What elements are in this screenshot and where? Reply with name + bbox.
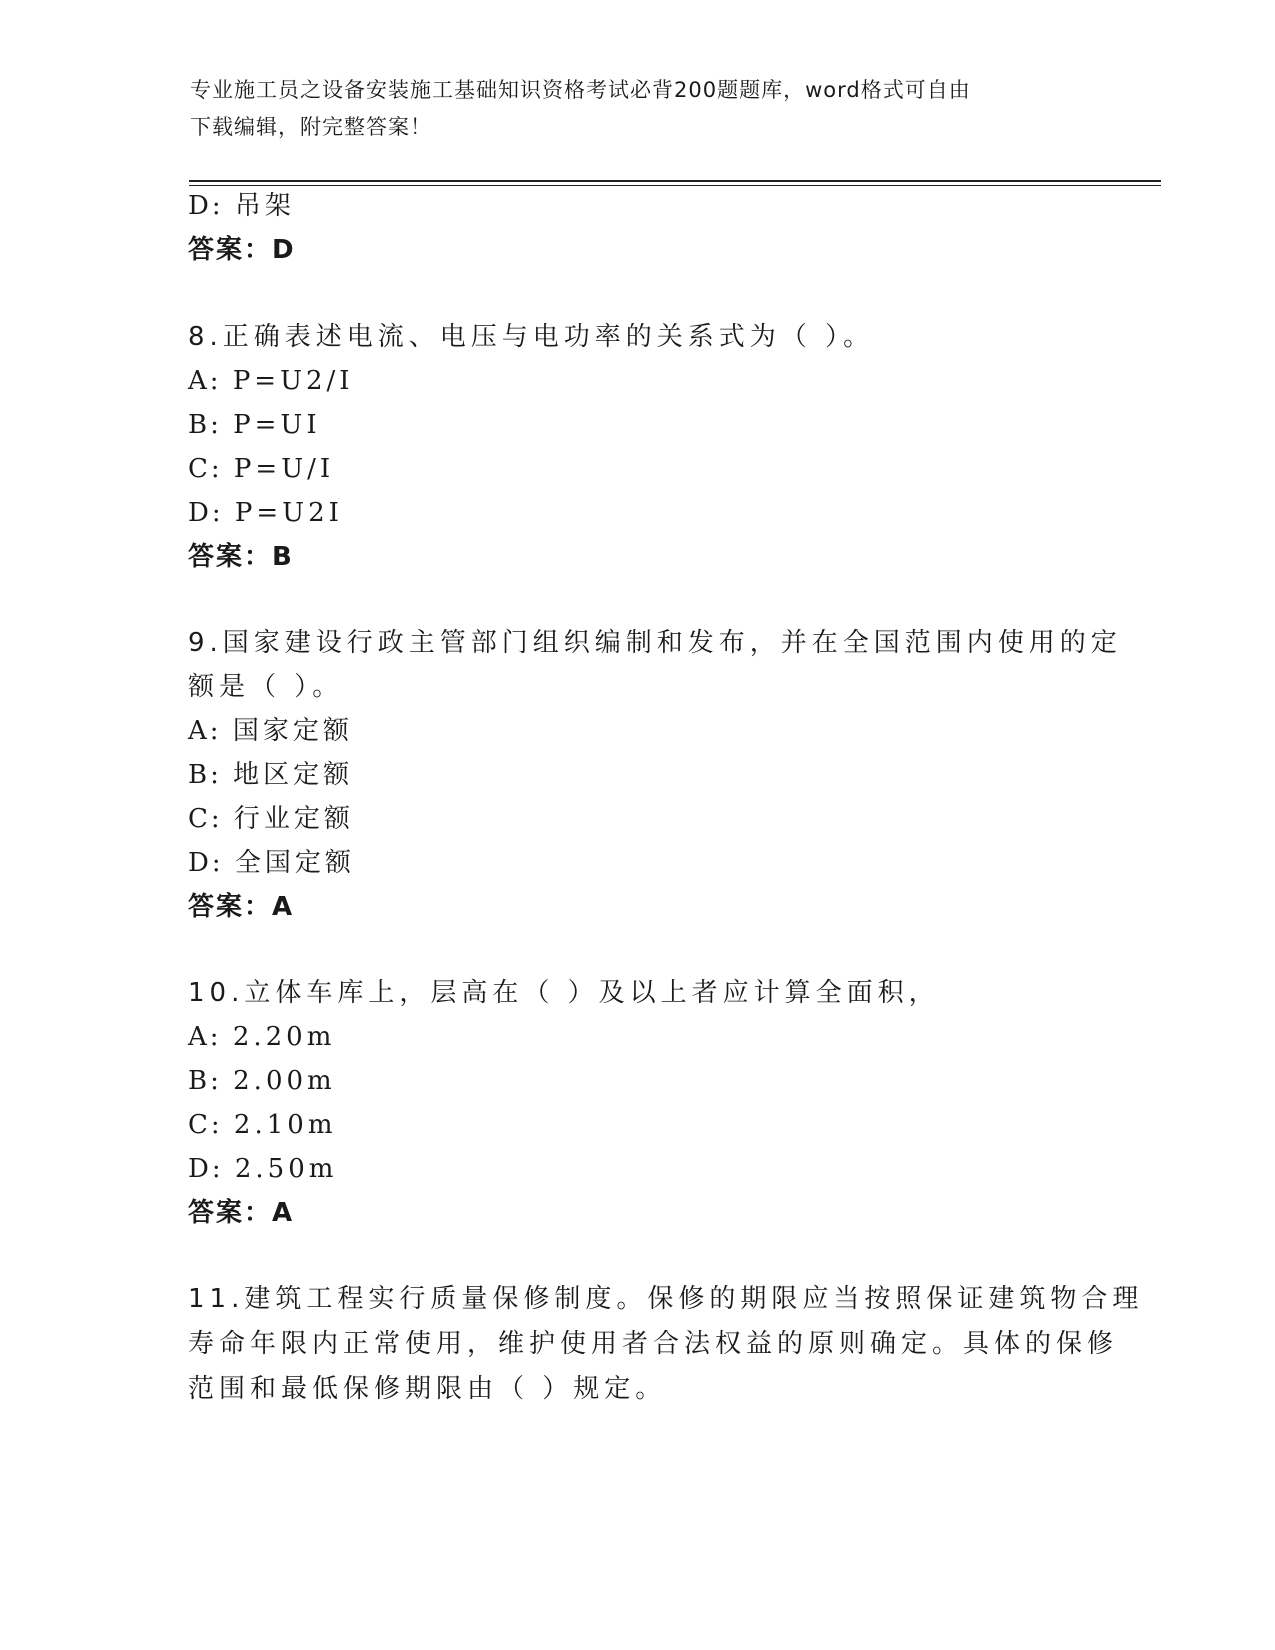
header-line-1: 专业施工员之设备安装施工基础知识资格考试必背200题题库，word格式可自由 bbox=[190, 78, 971, 102]
option-d: D: 2.50m bbox=[188, 1154, 338, 1184]
option-b: B: 2.00m bbox=[188, 1066, 336, 1096]
question-9-stem-line-2: 额是（ ）。 bbox=[188, 672, 344, 702]
option-c: C: 2.10m bbox=[188, 1110, 337, 1140]
option-a: A: P=U2/I bbox=[188, 366, 354, 396]
option-b: B: 地区定额 bbox=[188, 760, 354, 790]
answer-line: 答案：D bbox=[188, 235, 296, 265]
option-c: C: 行业定额 bbox=[188, 804, 354, 834]
answer-line: 答案：B bbox=[188, 542, 294, 572]
question-10-stem: 10.立体车库上，层高在（ ）及以上者应计算全面积， bbox=[188, 978, 940, 1008]
answer-line: 答案：A bbox=[188, 1198, 295, 1228]
option-d: D: 全国定额 bbox=[188, 848, 355, 878]
option-d: D: 吊架 bbox=[188, 191, 295, 221]
question-11-stem-line-1: 11.建筑工程实行质量保修制度。保修的期限应当按照保证建筑物合理 bbox=[188, 1284, 1144, 1314]
document-header bbox=[190, 72, 1090, 146]
header-divider-thick bbox=[189, 180, 1161, 182]
header-line-2: 下载编辑，附完整答案！ bbox=[190, 115, 432, 139]
option-a: A: 国家定额 bbox=[188, 716, 353, 746]
question-8-stem: 8.正确表述电流、电压与电功率的关系式为（ ）。 bbox=[188, 322, 875, 352]
header-divider-thin bbox=[189, 185, 1161, 186]
option-c: C: P=U/I bbox=[188, 454, 335, 484]
option-a: A: 2.20m bbox=[188, 1022, 336, 1052]
option-b: B: P=UI bbox=[188, 410, 321, 440]
option-d: D: P=U2I bbox=[188, 498, 343, 528]
question-11-stem-line-3: 范围和最低保修期限由（ ）规定。 bbox=[188, 1374, 667, 1404]
answer-line: 答案：A bbox=[188, 892, 295, 922]
question-9-stem-line-1: 9.国家建设行政主管部门组织编制和发布，并在全国范围内使用的定 bbox=[188, 628, 1122, 658]
question-11-stem-line-2: 寿命年限内正常使用，维护使用者合法权益的原则确定。具体的保修 bbox=[188, 1329, 1119, 1359]
